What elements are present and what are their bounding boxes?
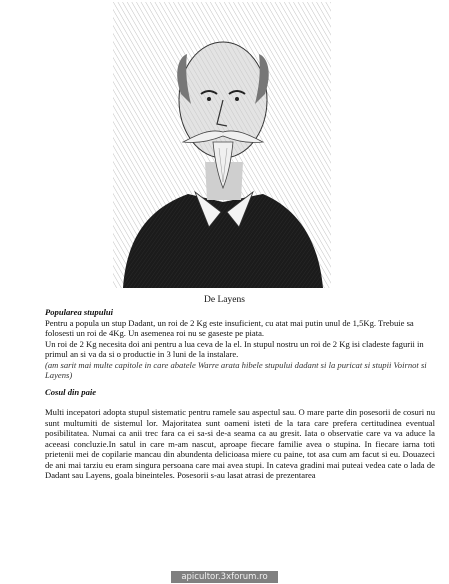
portrait-image xyxy=(113,2,331,288)
section-heading-straw-basket: Cosul din paie xyxy=(45,386,97,397)
editor-note: (am sarit mai multe capitole in care abatele Warre arata hibele stupului dadant si la puricat si stupii Voirnot si Layens) xyxy=(45,359,427,380)
footer-site-label: apicultor.3xforum.ro xyxy=(171,571,277,583)
paragraph-swarm-size: Pentru a popula un stup Dadant, un roi de 2 Kg este insuficient, cu atat mai putin unul de 1,5Kg. Trebuie sa folosesti un roi de 4Kg. Un asemenea roi nu se gaseste pe piata. xyxy=(45,317,414,338)
paragraph-straw-basket: Multi incepatori adopta stupul sistematic pentru ramele sau aspectul sau. O mare parte din posesorii de cosuri nu sunt multumiti de sistemul lor. Majoritatea sunt oameni isteti de la tara care prefera certitudinea eventual posibilitatea. Numai ca anii trec fara ca ei sa-si de-a seama ca au gresit. Iata o observatie care va va aduce la aceeasi concluzie.In satul in care m-am nascut, aproape fiecare familie avea o stupina. In fiecare iarna toti prietenii mei de copilarie mancau din abundenta delicioasa miere cu paine, tot asa cum am facut si eu. Douazeci de ani mai tarziu eu eram singura persoana care mai avea stupi. In cateva gradini mai puteai vedea cate o lada de Dadant sau Layens, goala bineinteles. Posesorii s-au lasat atrasi de prezentarea xyxy=(45,407,435,480)
article-body xyxy=(45,307,435,481)
paragraph-swarm-growth: Un roi de 2 Kg necesita doi ani pentru a lua ceva de la el. In stupul nostru un roi de 2 Kg isi cladeste fagurii in primul an si va da si o productie in 3 luni de la instalare. xyxy=(45,338,424,359)
section-heading-populating: Popularea stupului xyxy=(45,307,114,317)
portrait-caption: De Layens xyxy=(204,295,245,305)
footer-watermark xyxy=(0,566,449,581)
